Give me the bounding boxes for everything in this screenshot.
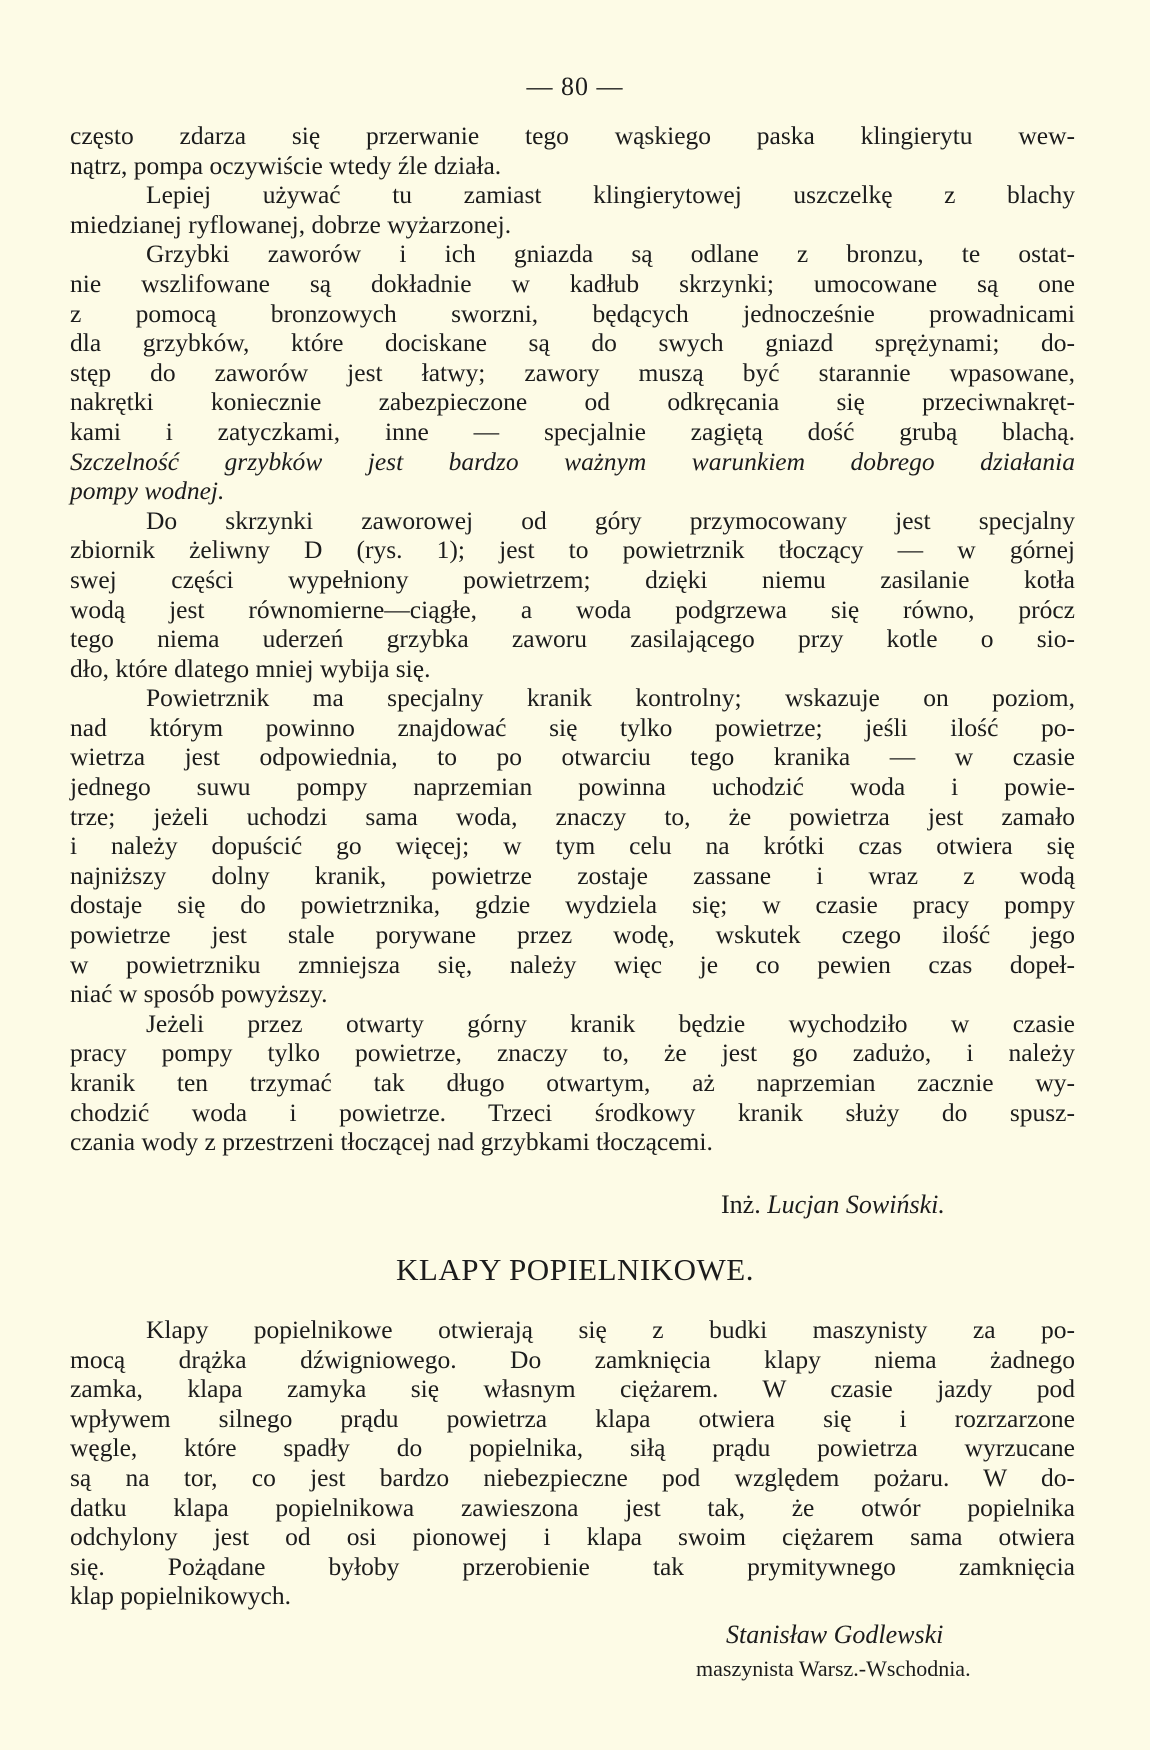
text-line: kami i zatyczkami, inne — specjalnie zagiętą dość grubą blachą. bbox=[70, 416, 1075, 446]
text-line: datku klapa popielnikowa zawieszona jest tak, że otwór popielnika bbox=[70, 1492, 1075, 1522]
article-1-signature bbox=[721, 1190, 945, 1220]
text-line: często zdarza się przerwanie tego wąskiego paska klingierytu wew- bbox=[70, 121, 1075, 150]
article-2-title: KLAPY POPIELNIKOWE. bbox=[396, 1252, 754, 1287]
text-line: się. Pożądane byłoby przerobienie tak prymitywnego zamknięcia bbox=[70, 1551, 1075, 1581]
article-1-body bbox=[70, 121, 1075, 1157]
signature-prefix: Inż. bbox=[721, 1190, 761, 1219]
text-line: kranik ten trzymać tak długo otwartym, aż naprzemian zacznie wy- bbox=[70, 1068, 1075, 1097]
text-line: Klapy popielnikowe otwierają się z budki maszynisty za po- bbox=[146, 1315, 1075, 1344]
text-line: zamka, klapa zamyka się własnym ciężarem. W czasie jazdy pod bbox=[70, 1374, 1075, 1404]
text-line: nad którym powinno znajdować się tylko powietrze; jeśli ilość po- bbox=[70, 712, 1075, 742]
text-line: czania wody z przestrzeni tłoczącej nad grzybkami tłoczącemi. bbox=[70, 1127, 713, 1157]
text-line: klap popielnikowych. bbox=[70, 1581, 291, 1611]
text-line: niać w sposób powyższy. bbox=[70, 979, 328, 1009]
text-line: miedzianej ryflowanej, dobrze wyżarzonej. bbox=[70, 209, 512, 239]
signature-name: Lucjan Sowiński. bbox=[767, 1190, 945, 1219]
text-line: Powietrznik ma specjalny kranik kontrolny; wskazuje on poziom, bbox=[146, 683, 1075, 713]
text-line: dla grzybków, które dociskane są do swych gniazd sprężynami; do- bbox=[70, 328, 1075, 358]
page-number: — 80 — bbox=[526, 72, 624, 101]
text-line: pompy wodnej. bbox=[70, 476, 225, 506]
text-line: swej części wypełniony powietrzem; dzięki niemu zasilanie kotła bbox=[70, 564, 1075, 594]
text-line: najniższy dolny kranik, powietrze zostaje zassane i wraz z wodą bbox=[70, 860, 1075, 890]
text-line: z pomocą bronzowych sworzni, będących jednocześnie prowadnicami bbox=[70, 298, 1075, 328]
text-line: pracy pompy tylko powietrze, znaczy to, że jest go zadużo, i należy bbox=[70, 1038, 1075, 1068]
text-line: chodzić woda i powietrze. Trzeci środkowy kranik służy do spusz- bbox=[70, 1097, 1075, 1127]
text-line: wodą jest równomierne—ciągłe, a woda podgrzewa się równo, prócz bbox=[70, 594, 1075, 624]
text-line: dostaje się do powietrznika, gdzie wydziela się; w czasie pracy pompy bbox=[70, 890, 1075, 920]
text-line: powietrze jest stale porywane przez wodę, wskutek czego ilość jego bbox=[70, 920, 1075, 950]
text-line: stęp do zaworów jest łatwy; zawory muszą być starannie wpasowane, bbox=[70, 357, 1075, 387]
text-line: odchylony jest od osi pionowej i klapa swoim ciężarem sama otwiera bbox=[70, 1522, 1075, 1552]
text-line: dło, które dlatego mniej wybija się. bbox=[70, 653, 431, 683]
text-line: w powietrzniku zmniejsza się, należy więc je co pewien czas dopeł- bbox=[70, 949, 1075, 979]
text-line: węgle, które spadły do popielnika, siłą prądu powietrza wyrzucane bbox=[70, 1433, 1075, 1463]
text-line: są na tor, co jest bardzo niebezpieczne pod względem pożaru. W do- bbox=[70, 1462, 1075, 1492]
article-2-body bbox=[70, 1315, 1075, 1611]
text-line: trze; jeżeli uchodzi sama woda, znaczy to, że powietrza jest zamało bbox=[70, 801, 1075, 831]
text-line: zbiornik żeliwny D (rys. 1); jest to powietrznik tłoczący — w górnej bbox=[70, 535, 1075, 565]
text-line: mocą drążka dźwigniowego. Do zamknięcia klapy niema żadnego bbox=[70, 1344, 1075, 1374]
text-line: Lepiej używać tu zamiast klingierytowej uszczelkę z blachy bbox=[146, 180, 1075, 210]
text-line: wpływem silnego prądu powietrza klapa otwiera się i rozrzarzone bbox=[70, 1403, 1075, 1433]
text-line: jednego suwu pompy naprzemian powinna uchodzić woda i powie- bbox=[70, 772, 1075, 802]
article-2-signature-title: maszynista Warsz.-Wschodnia. bbox=[696, 1656, 971, 1681]
text-line: tego niema uderzeń grzybka zaworu zasilającego przy kotle o sio- bbox=[70, 624, 1075, 654]
text-line: Do skrzynki zaworowej od góry przymocowany jest specjalny bbox=[146, 505, 1075, 535]
article-2-signature-name: Stanisław Godlewski bbox=[726, 1620, 944, 1649]
text-line: nie wszlifowane są dokładnie w kadłub skrzynki; umocowane są one bbox=[70, 268, 1075, 298]
text-line: nakrętki koniecznie zabezpieczone od odkręcania się przeciwnakręt- bbox=[70, 387, 1075, 417]
text-line: wietrza jest odpowiednia, to po otwarciu tego kranika — w czasie bbox=[70, 742, 1075, 772]
text-line: Jeżeli przez otwarty górny kranik będzie wychodziło w czasie bbox=[146, 1008, 1075, 1038]
text-line: nątrz, pompa oczywiście wtedy źle działa. bbox=[70, 150, 502, 180]
text-line: i należy dopuścić go więcej; w tym celu na krótki czas otwiera się bbox=[70, 831, 1075, 861]
text-line: Szczelność grzybków jest bardzo ważnym warunkiem dobrego działania bbox=[70, 446, 1075, 476]
text-line: Grzybki zaworów i ich gniazda są odlane z bronzu, te ostat- bbox=[146, 239, 1075, 269]
